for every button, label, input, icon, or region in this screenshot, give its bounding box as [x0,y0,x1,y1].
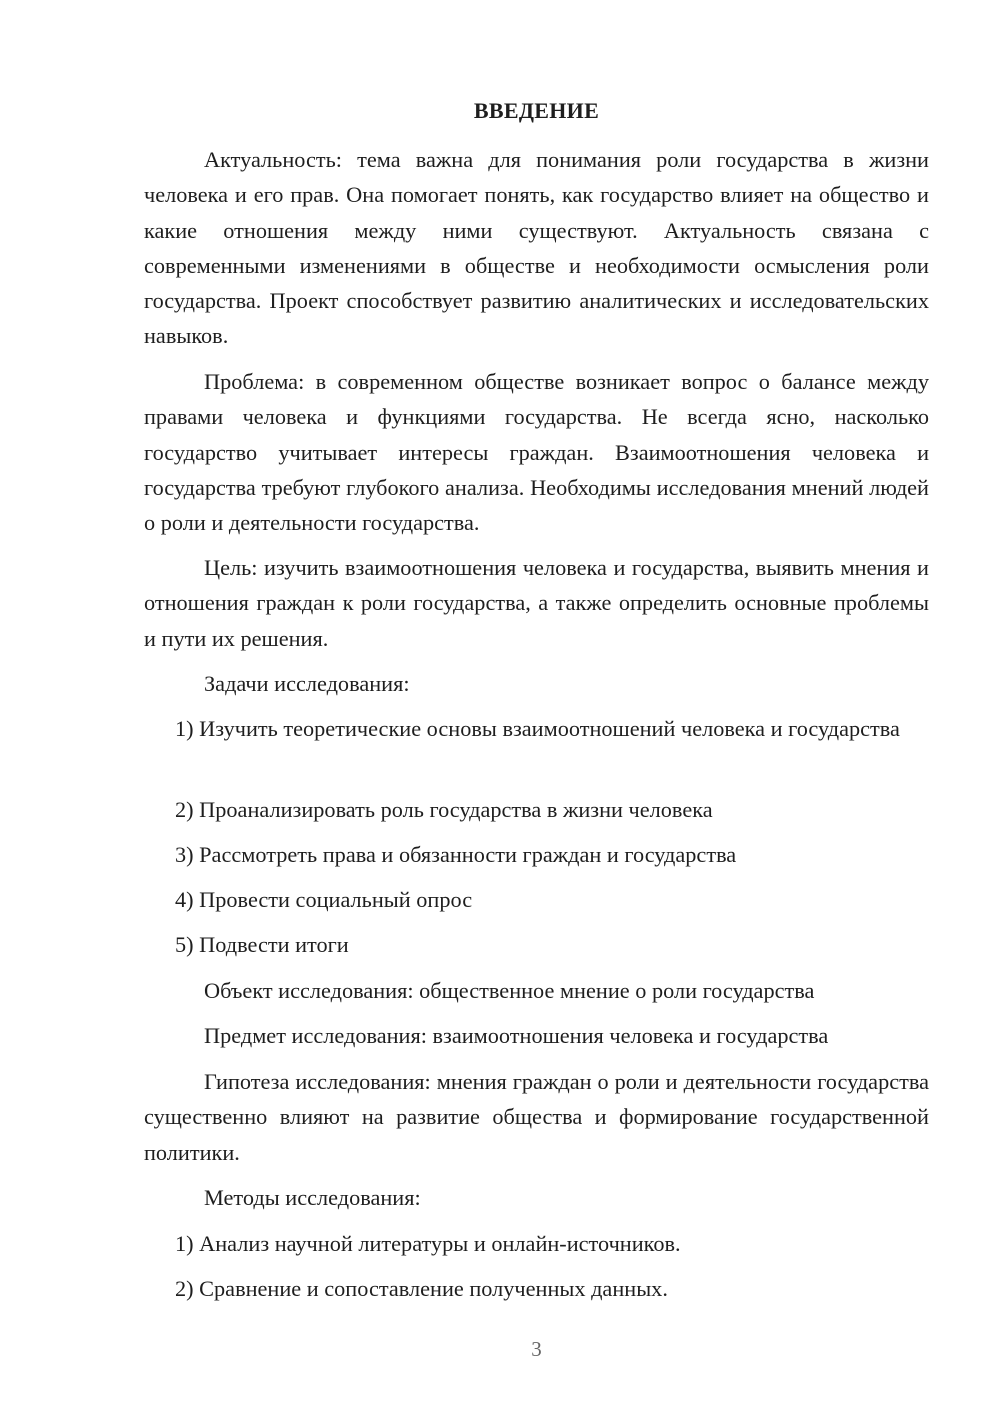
task-item: 3) Рассмотреть права и обязанности граждан и государства [175,842,737,867]
method-item: 2) Сравнение и сопоставление полученных данных. [175,1276,668,1301]
subject-paragraph: Предмет исследования: взаимоотношения человека и государства [204,1023,829,1048]
relevance-paragraph: Актуальность: тема важна для понимания роли государства в жизни человека и его прав. Она помогает понять, как государство влияет на общество и какие отношения между ними существуют. Актуальность связана с современными изменениями в обществе и необходимости осмысления роли государства. Проект способствует развитию аналитических и исследовательских навыков. [144,147,929,349]
tasks-heading: Задачи исследования: [204,671,410,696]
task-item: 4) Провести социальный опрос [175,887,473,912]
hypothesis-paragraph: Гипотеза исследования: мнения граждан о роли и деятельности государства существенно влияют на развитие общества и формирование государственной политики. [144,1069,929,1165]
task-item: 2) Проанализировать роль государства в жизни человека [175,797,713,822]
section-title: ВВЕДЕНИЕ [473,98,600,123]
method-item: 1) Анализ научной литературы и онлайн-источников. [175,1231,681,1256]
task-item: 5) Подвести итоги [175,932,349,957]
page-number: 3 [531,1337,542,1361]
methods-heading: Методы исследования: [204,1185,421,1210]
object-paragraph: Объект исследования: общественное мнение о роли государства [204,978,815,1003]
task-item: 1) Изучить теоретические основы взаимоотношений человека и государства [175,716,900,741]
goal-paragraph: Цель: изучить взаимоотношения человека и государства, выявить мнения и отношения граждан к роли государства, а также определить основные проблемы и пути их решения. [144,555,929,651]
problem-paragraph: Проблема: в современном обществе возникает вопрос о балансе между правами человека и функциями государства. Не всегда ясно, насколько государство учитывает интересы граждан. Взаимоотношения человека и государства требуют глубокого анализа. Необходимы исследования мнений людей о роли и деятельности государства. [144,369,929,536]
